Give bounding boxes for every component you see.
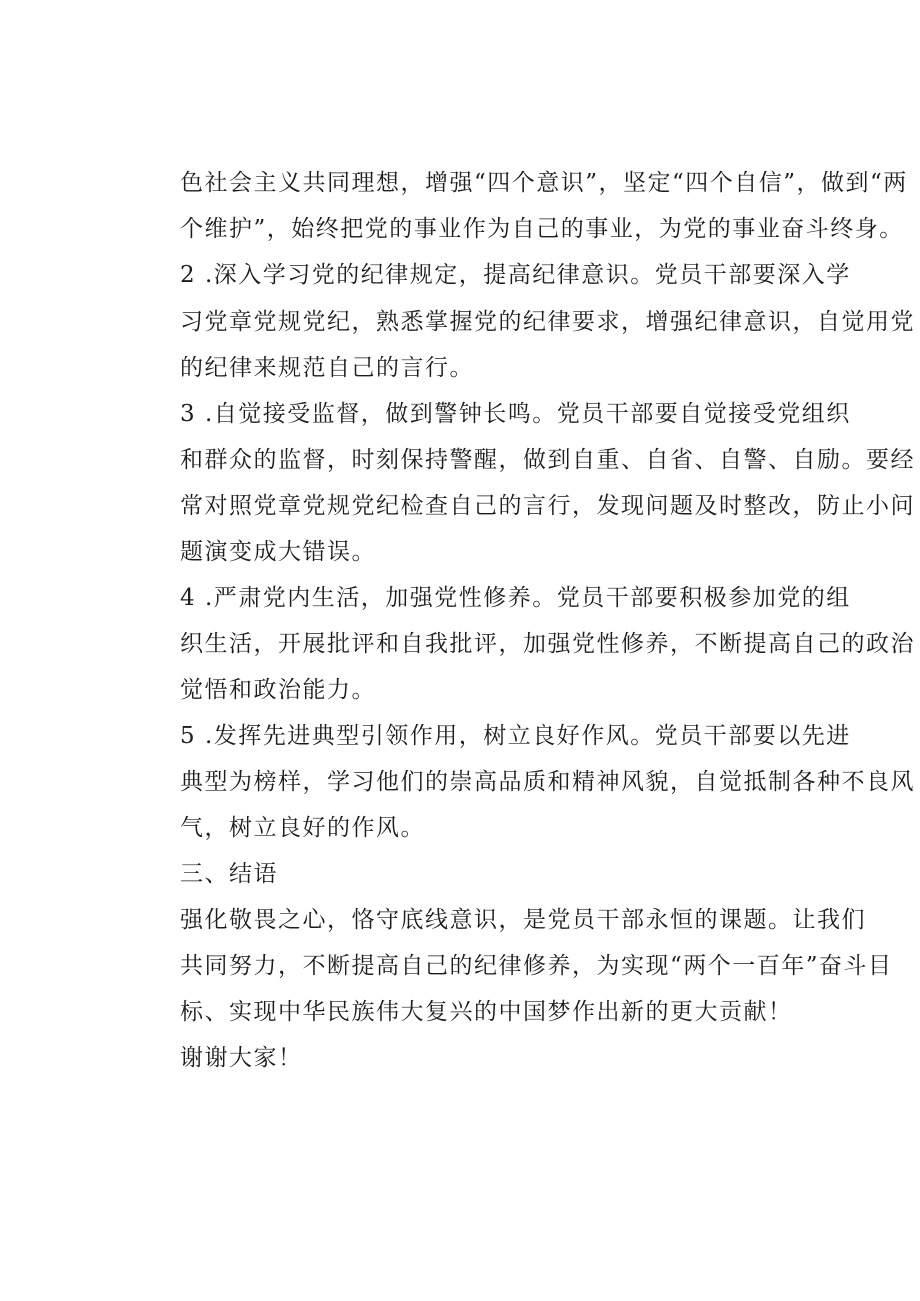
list-item-2-line: 习党章党规党纪，熟悉掌握党的纪律要求，增强纪律意识，自觉用党 [180, 309, 915, 335]
list-item-3-line: 3 .自觉接受监督，做到警钟长鸣。党员干部要自觉接受党组织 [180, 401, 851, 427]
conclusion-line: 标、实现中华民族伟大复兴的中国梦作出新的更大贡献！ [180, 999, 793, 1025]
list-item-5-line: 5 .发挥先进典型引领作用，树立良好作风。党员干部要以先进 [180, 723, 851, 749]
list-item-4-line: 觉悟和政治能力。 [180, 677, 376, 703]
section-heading-conclusion: 三、结语 [180, 861, 278, 887]
paragraph-line: 个维护”，始终把党的事业作为自己的事业，为党的事业奋斗终身。 [180, 216, 904, 242]
list-item-5-line: 气，树立良好的作风。 [180, 815, 425, 841]
conclusion-line: 强化敬畏之心，恪守底线意识，是党员干部永恒的课题。让我们 [180, 907, 866, 933]
paragraph-line: 色社会主义共同理想，增强“四个意识”，坚定“四个自信”，做到“两 [180, 170, 908, 196]
list-item-3-line: 和群众的监督，时刻保持警醒，做到自重、自省、自警、自励。要经 [180, 447, 915, 473]
list-item-5-line: 典型为榜样，学习他们的崇高品质和精神风貌，自觉抵制各种不良风 [180, 769, 915, 795]
list-item-3-line: 题演变成大错误。 [180, 539, 376, 565]
list-item-2-line: 2 .深入学习党的纪律规定，提高纪律意识。党员干部要深入学 [180, 262, 851, 288]
list-item-4-line: 织生活，开展批评和自我批评，加强党性修养，不断提高自己的政治 [180, 631, 915, 657]
list-item-4-line: 4 .严肃党内生活，加强党性修养。党员干部要积极参加党的组 [180, 585, 851, 611]
list-item-3-line: 常对照党章党规党纪检查自己的言行，发现问题及时整改，防止小问 [180, 493, 915, 519]
list-item-2-line: 的纪律来规范自己的言行。 [180, 355, 474, 381]
closing-thanks: 谢谢大家！ [180, 1045, 303, 1071]
conclusion-line: 共同努力，不断提高自己的纪律修养，为实现“两个一百年”奋斗目 [180, 953, 893, 979]
